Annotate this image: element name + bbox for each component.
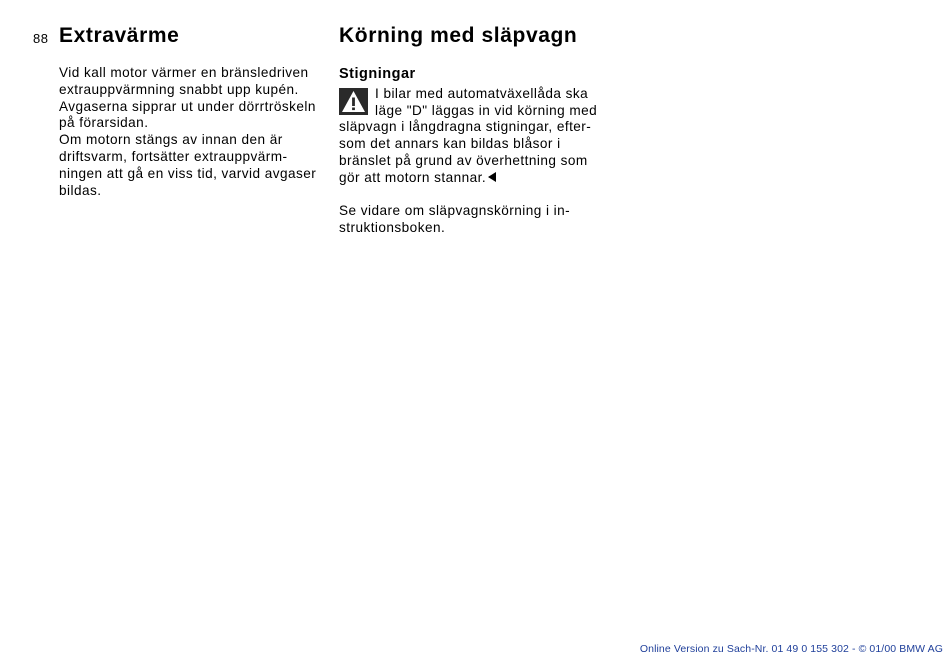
body-line: Om motorn stängs av innan den är [59,132,283,148]
footer-online-version: Online Version zu Sach-Nr. 01 49 0 155 302 - © 01/00 BMW AG [639,643,943,655]
body-line: Avgaserna sipprar ut under dörrtröskeln [59,98,316,114]
paragraph-spacer [339,187,611,204]
reference-line: struktionsboken. [339,220,446,236]
body-line: bränslet på grund av överhettning som [339,152,588,168]
body-line-last [339,170,611,187]
body-line: Vid kall motor värmer en bränsledriven [59,65,309,80]
body-line: extrauppvärmning snabbt upp kupén. [59,81,299,97]
body-line: bildas. [59,182,102,198]
body-line: ningen att gå en viss tid, varvid avgaser [59,165,317,181]
extravarme-body [59,65,331,199]
section-title-korning-med-slapvagn: Körning med släpvagn [339,24,578,47]
warning-line: läge "D" läggas in vid körning med [375,102,598,118]
body-line: driftsvarm, fortsätter extrauppvärm- [59,148,288,164]
section-title-extravarme: Extravärme [59,24,180,47]
body-line: som det annars kan bildas blåsor i [339,136,561,152]
warning-block [339,86,611,120]
warning-triangle-icon [339,88,368,115]
body-line: släpvagn i långdragna stigningar, efter- [339,119,592,135]
warning-line: I bilar med automatväxellåda ska [375,85,589,101]
page-number: 88 [33,31,49,46]
body-line: på förarsidan. [59,115,149,131]
body-line-text: gör att motorn stannar. [339,169,487,185]
korning-med-slapvagn-body [339,65,611,237]
end-of-section-triangle-icon [488,172,496,182]
reference-line: Se vidare om släpvagnskörning i in- [339,203,571,219]
subheading-stigningar: Stigningar [339,66,416,82]
